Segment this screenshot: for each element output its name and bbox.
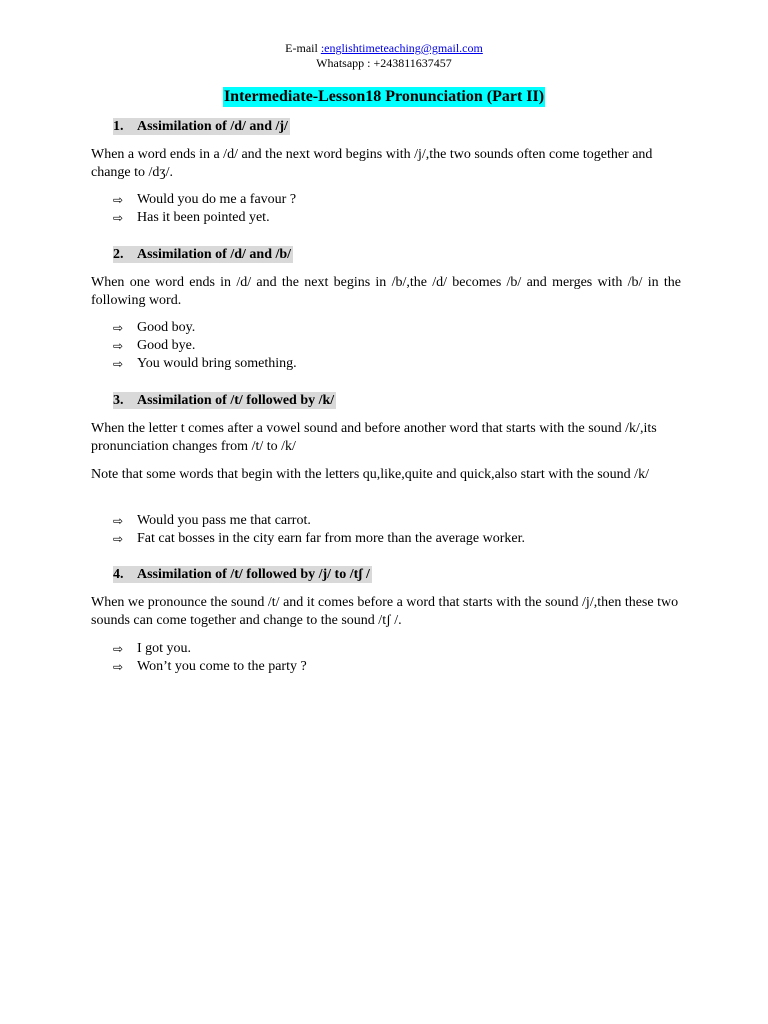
section-heading-text: Assimilation of /d/ and /b/ xyxy=(137,247,292,262)
section-2-paragraph-1: When one word ends in /d/ and the next begins in /b/,the /d/ becomes /b/ and merges with /b/ in the following word. xyxy=(91,275,681,308)
section-3-heading xyxy=(113,392,336,409)
example-text: Good boy. xyxy=(137,320,196,335)
right-arrow-outline-icon: ⇨ xyxy=(113,660,124,674)
list-item xyxy=(113,355,673,373)
section-heading-text: Assimilation of /d/ and /j/ xyxy=(137,119,288,134)
right-arrow-outline-icon: ⇨ xyxy=(113,514,124,528)
list-item xyxy=(113,337,673,355)
section-3-examples xyxy=(113,512,673,548)
example-text: I got you. xyxy=(137,641,192,656)
section-number: 4. xyxy=(113,567,124,582)
example-text: Good bye. xyxy=(137,338,196,353)
list-item xyxy=(113,209,673,227)
right-arrow-outline-icon: ⇨ xyxy=(113,211,124,225)
email-link[interactable]: :englishtimeteaching@gmail.com xyxy=(320,41,483,55)
whatsapp-line: Whatsapp : +243811637457 xyxy=(316,56,452,70)
section-1-heading xyxy=(113,118,290,135)
example-text: Fat cat bosses in the city earn far from more than the average worker. xyxy=(137,531,525,546)
email-label: E-mail xyxy=(285,41,321,55)
example-text: Would you pass me that carrot. xyxy=(137,513,311,528)
section-number: 1. xyxy=(113,119,124,134)
section-4-heading xyxy=(113,566,372,583)
right-arrow-outline-icon: ⇨ xyxy=(113,193,124,207)
right-arrow-outline-icon: ⇨ xyxy=(113,321,124,335)
section-3-paragraph-2: Note that some words that begin with the letters qu,like,quite and quick,also start with the sound /k/ xyxy=(91,467,649,482)
section-3-paragraph-1: When the letter t comes after a vowel sound and before another word that starts with the sound /k/,its pronunciation changes from /t/ to /k/ xyxy=(91,421,657,454)
section-4-examples xyxy=(113,640,673,676)
right-arrow-outline-icon: ⇨ xyxy=(113,357,124,371)
example-text: You would bring something. xyxy=(137,356,297,371)
right-arrow-outline-icon: ⇨ xyxy=(113,642,124,656)
example-text: Would you do me a favour ? xyxy=(137,192,297,207)
section-number: 3. xyxy=(113,393,124,408)
section-2-heading xyxy=(113,246,293,263)
email-line xyxy=(0,41,768,56)
section-heading-text: Assimilation of /t/ followed by /j/ to /tʃ / xyxy=(137,567,370,582)
section-number: 2. xyxy=(113,247,124,262)
list-item xyxy=(113,319,673,337)
list-item xyxy=(113,640,673,658)
title-wrap xyxy=(0,87,768,107)
example-text: Has it been pointed yet. xyxy=(137,210,270,225)
page-title: Intermediate-Lesson18 Pronunciation (Part II) xyxy=(223,88,545,105)
section-heading-text: Assimilation of /t/ followed by /k/ xyxy=(137,393,335,408)
example-text: Won’t you come to the party ? xyxy=(137,659,307,674)
section-4-paragraph-1: When we pronounce the sound /t/ and it comes before a word that starts with the sound /j/,then these two sounds can come together and change to the sound /tʃ /. xyxy=(91,595,679,628)
list-item xyxy=(113,658,673,676)
list-item xyxy=(113,530,673,548)
list-item xyxy=(113,191,673,209)
section-2-examples xyxy=(113,319,673,373)
right-arrow-outline-icon: ⇨ xyxy=(113,532,124,546)
list-item xyxy=(113,512,673,530)
section-1-examples xyxy=(113,191,673,227)
right-arrow-outline-icon: ⇨ xyxy=(113,339,124,353)
contact-block xyxy=(0,41,768,71)
section-1-paragraph-1: When a word ends in a /d/ and the next word begins with /j/,the two sounds often come together and change to /dʒ/. xyxy=(91,147,653,180)
